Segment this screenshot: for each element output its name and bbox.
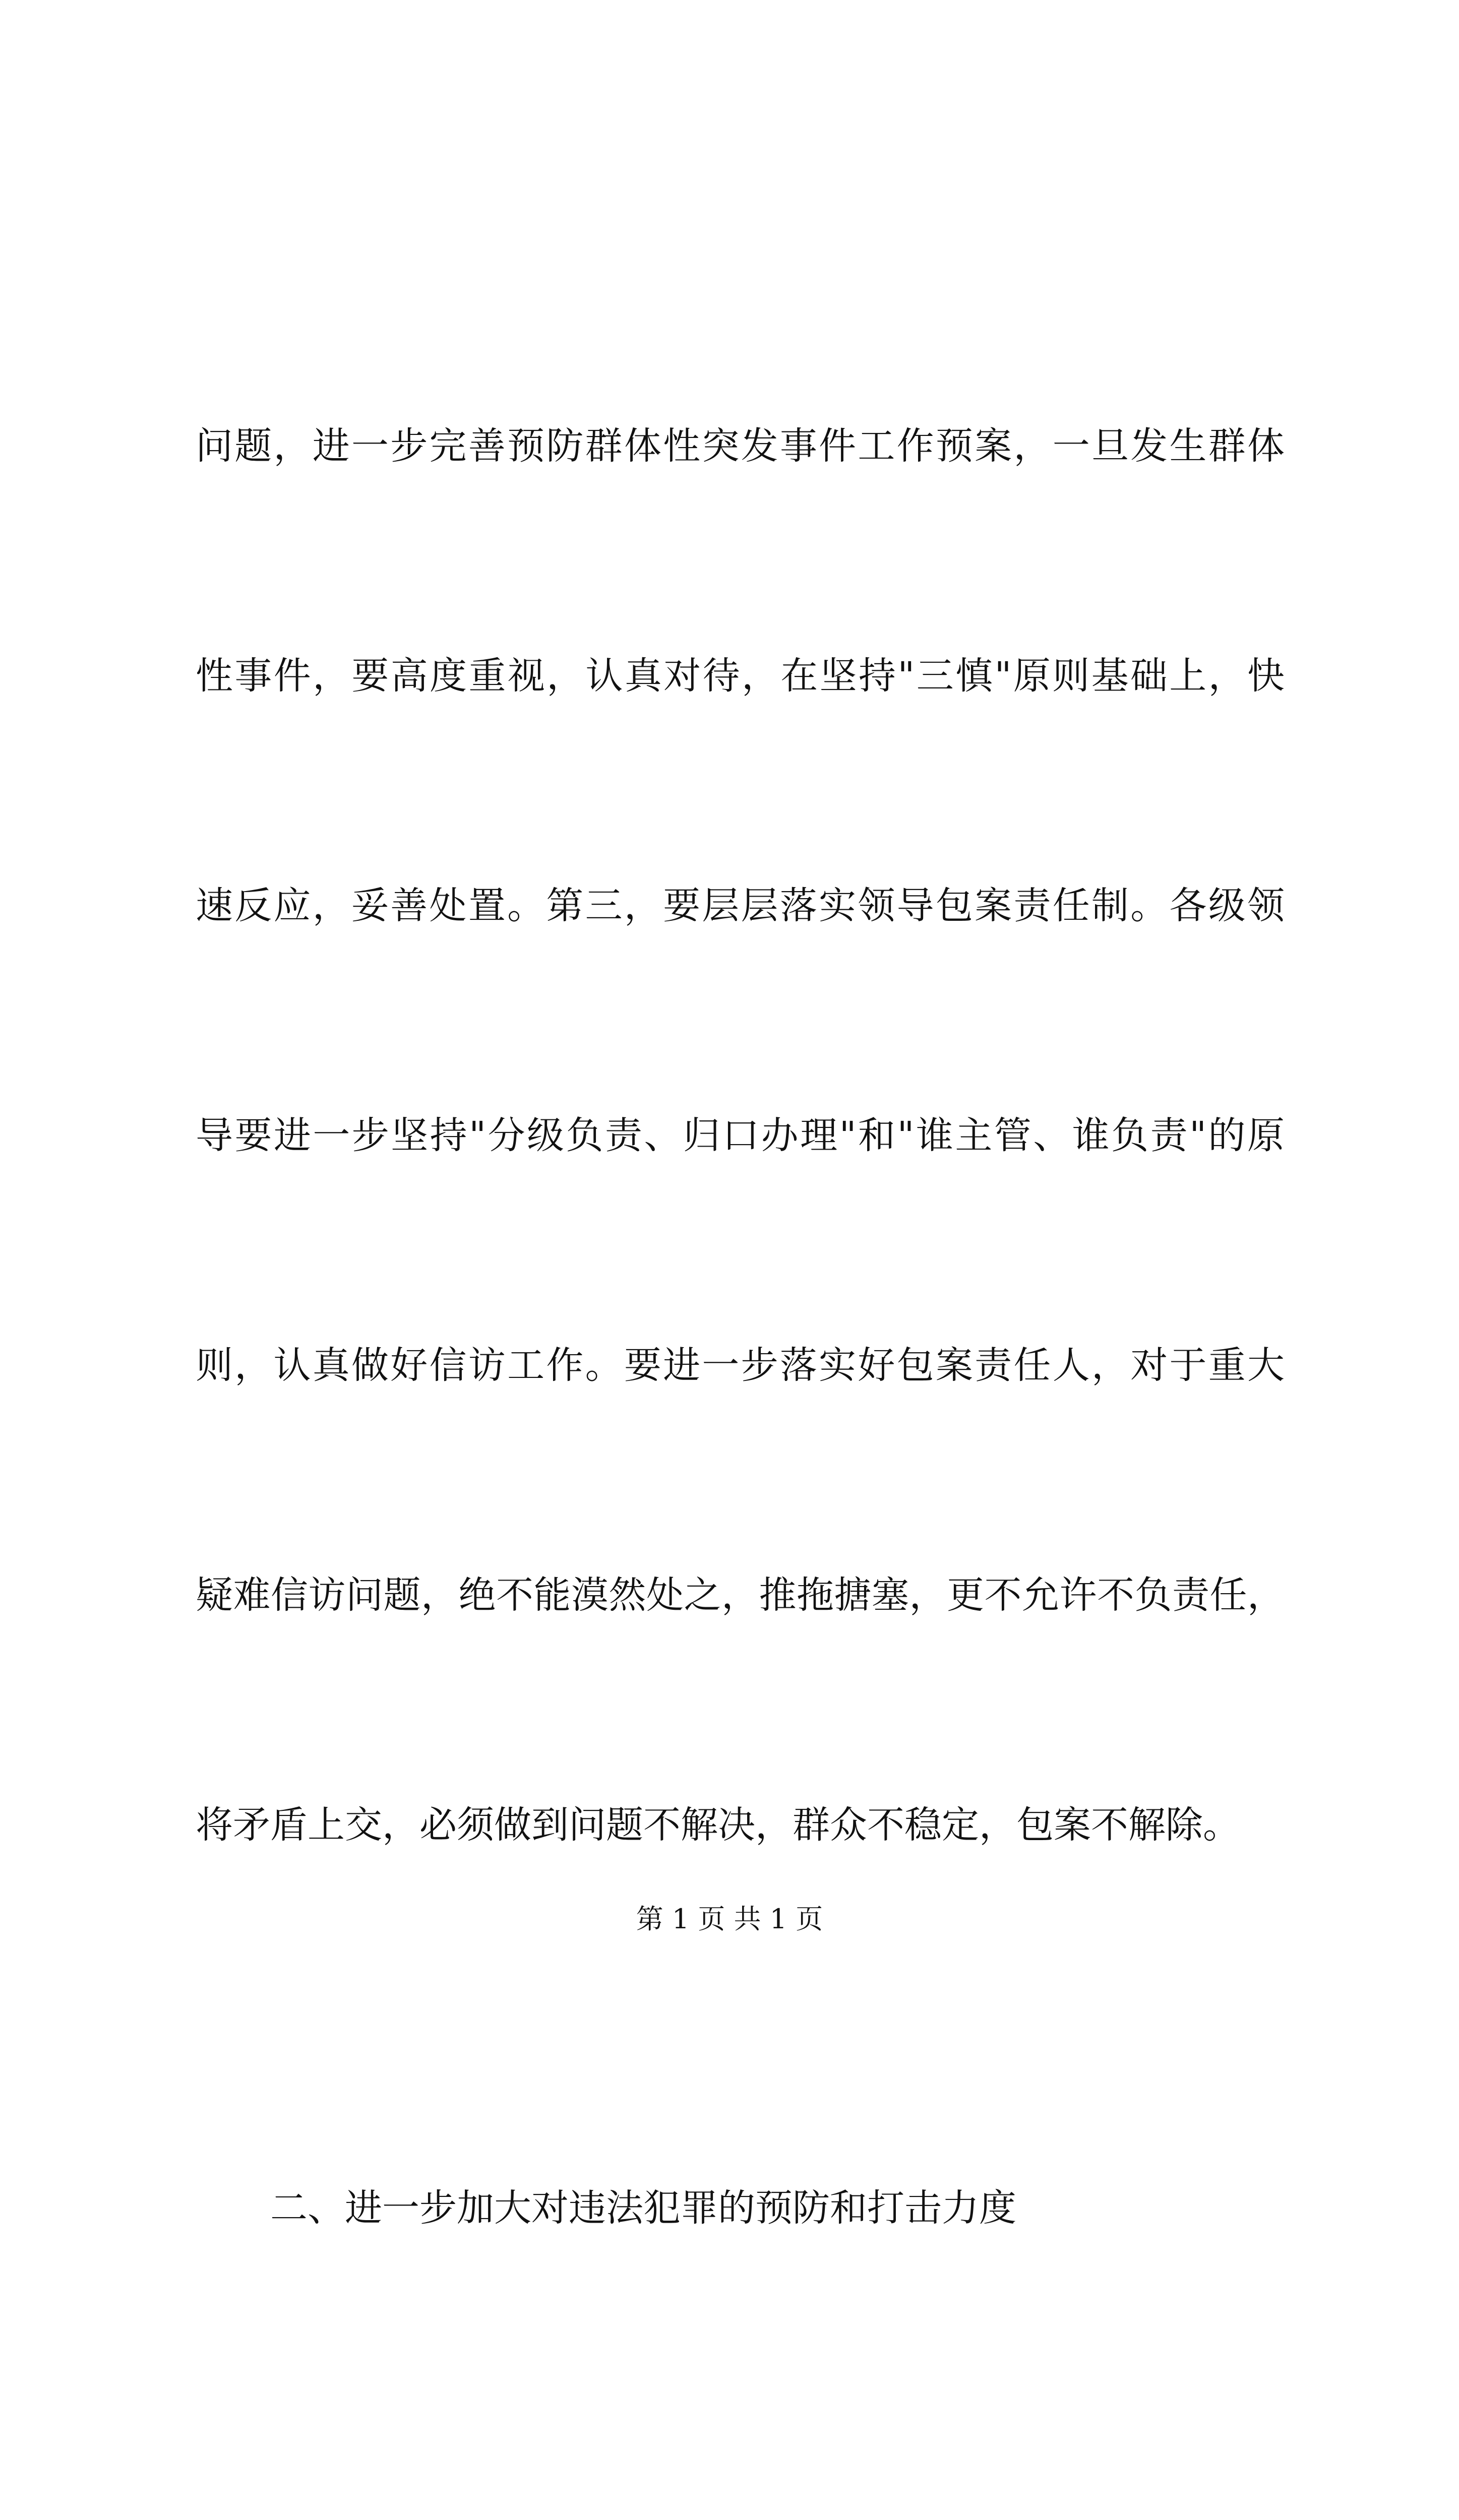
text-line: 则，认真做好信访工作。要进一步落实好包案责任人，对于重大 <box>196 1344 1285 1387</box>
text-line: 性事件，要高度重视，认真对待，在坚持"三慎"原则基础上，快 <box>196 654 1285 698</box>
text-line: 问题，进一步完善预防群体性突发事件工作预案，一旦发生群体 <box>196 424 1285 468</box>
section-heading-2 <box>196 2017 1285 2400</box>
document-body <box>196 255 1285 2520</box>
heading-text: 二、进一步加大对违法犯罪的预防和打击力度 <box>270 2186 1016 2230</box>
text-line: 疑难信访问题，绝不能漠然处之，推拖搪塞，更不允许不负责任， <box>196 1573 1285 1617</box>
page-footer: 第 1 页 共 1 页 <box>636 1903 823 1935</box>
paragraph-1 <box>196 255 1285 2017</box>
paragraph-2 <box>196 2400 1285 2520</box>
text-line: 导要进一步坚持"分级负责、归口办理"和"谁主管、谁负责"的原 <box>196 1114 1285 1157</box>
text-line: 速反应，妥善处置。第三，要层层落实领导包案责任制。各级领 <box>196 884 1285 927</box>
text-line: 将矛盾上交，必须做到问题不解决，群众不稳定，包案不解除。 <box>196 1803 1240 1847</box>
